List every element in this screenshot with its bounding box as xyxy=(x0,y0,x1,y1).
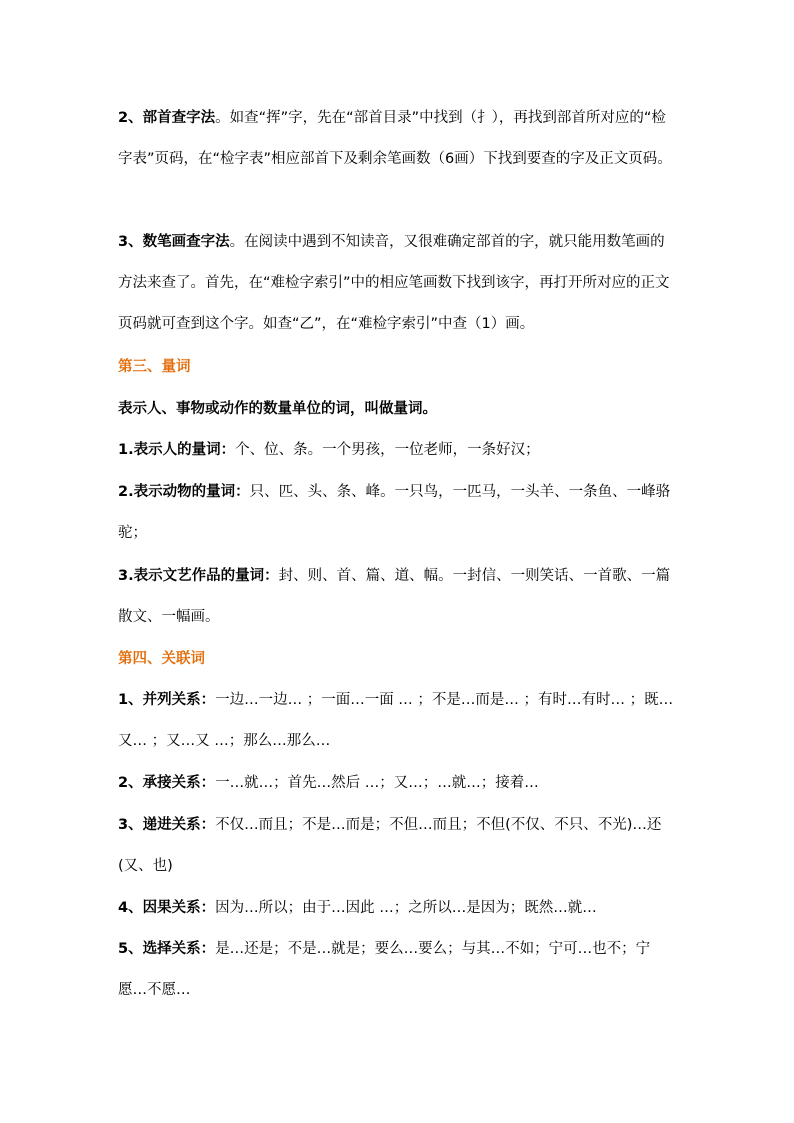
paragraph-measure-people xyxy=(118,430,678,471)
paragraph-text: 。如查“挥”字，先在“部首目录”中找到（扌），再找到部首所对应的“检字表”页码，在“检字表”相应部首下及剩余笔画数（6画）下找到要查的字及正文页码。 xyxy=(118,110,672,167)
paragraph-sequence-relation xyxy=(118,763,678,804)
paragraph-parallel-relation xyxy=(118,680,678,762)
paragraph-text: 只、匹、头、条、峰。一只鸟，一匹马，一头羊、一条鱼、一峰骆驼； xyxy=(118,484,671,541)
section-heading-measure-words: 第三、量词 xyxy=(118,359,191,375)
term-label: 1.表示人的量词： xyxy=(118,442,236,458)
paragraph-text: 因为…所以；由于…因此 …；之所以…是因为；既然…就… xyxy=(215,900,597,916)
term-label: 3.表示文艺作品的量词： xyxy=(118,568,279,584)
paragraph-progressive-relation xyxy=(118,805,678,887)
term-label: 2.表示动物的量词： xyxy=(118,484,250,500)
paragraph-measure-definition xyxy=(118,389,678,430)
paragraph-text: 一…就…；首先…然后 …；又…；…就…；接着… xyxy=(215,775,539,791)
paragraph-text: 。在阅读中遇到不知读音，又很难确定部首的字，就只能用数笔画的方法来查了。首先，在“难检字索引”中的相应笔画数下找到该字，再打开所对应的正文页码就可查到这个字。如查“乙”，在“难检字索引”中查（1）画。 xyxy=(118,234,670,332)
paragraph-text: 封、则、首、篇、道、幅。一封信、一则笑话、一首歌、一篇散文、一幅画。 xyxy=(118,568,671,625)
paragraph-text: 个、位、条。一个男孩，一位老师，一条好汉； xyxy=(235,442,540,458)
section-heading-conjunctions: 第四、关联词 xyxy=(118,651,205,667)
term-label: 1、并列关系： xyxy=(118,692,216,708)
paragraph-radical-lookup xyxy=(118,98,678,180)
paragraph-causal-relation xyxy=(118,888,678,929)
term-label: 3、递进关系： xyxy=(118,817,216,833)
term-label: 2、部首查字法 xyxy=(118,110,216,126)
term-label: 3、数笔画查字法 xyxy=(118,234,230,250)
term-label: 5、选择关系： xyxy=(118,941,216,957)
definition-text: 表示人、事物或动作的数量单位的词，叫做量词。 xyxy=(118,401,437,417)
paragraph-text: 一边…一边… ；一面…一面 … ；不是…而是… ；有时…有时… ；既…又… ；又…又 …；那么…那么… xyxy=(118,692,674,749)
term-label: 4、因果关系： xyxy=(118,900,216,916)
paragraph-measure-works xyxy=(118,556,678,638)
paragraph-text: 是…还是；不是…就是；要么…要么；与其…不如；宁可…也不；宁愿…不愿… xyxy=(118,941,651,998)
term-label: 2、承接关系： xyxy=(118,775,216,791)
paragraph-measure-animals xyxy=(118,472,678,554)
paragraph-text: 不仅…而且；不是…而是；不但…而且；不但(不仅、不只、不光)…还(又、也) xyxy=(118,817,662,874)
paragraph-stroke-lookup xyxy=(118,222,678,345)
paragraph-choice-relation xyxy=(118,929,678,1011)
